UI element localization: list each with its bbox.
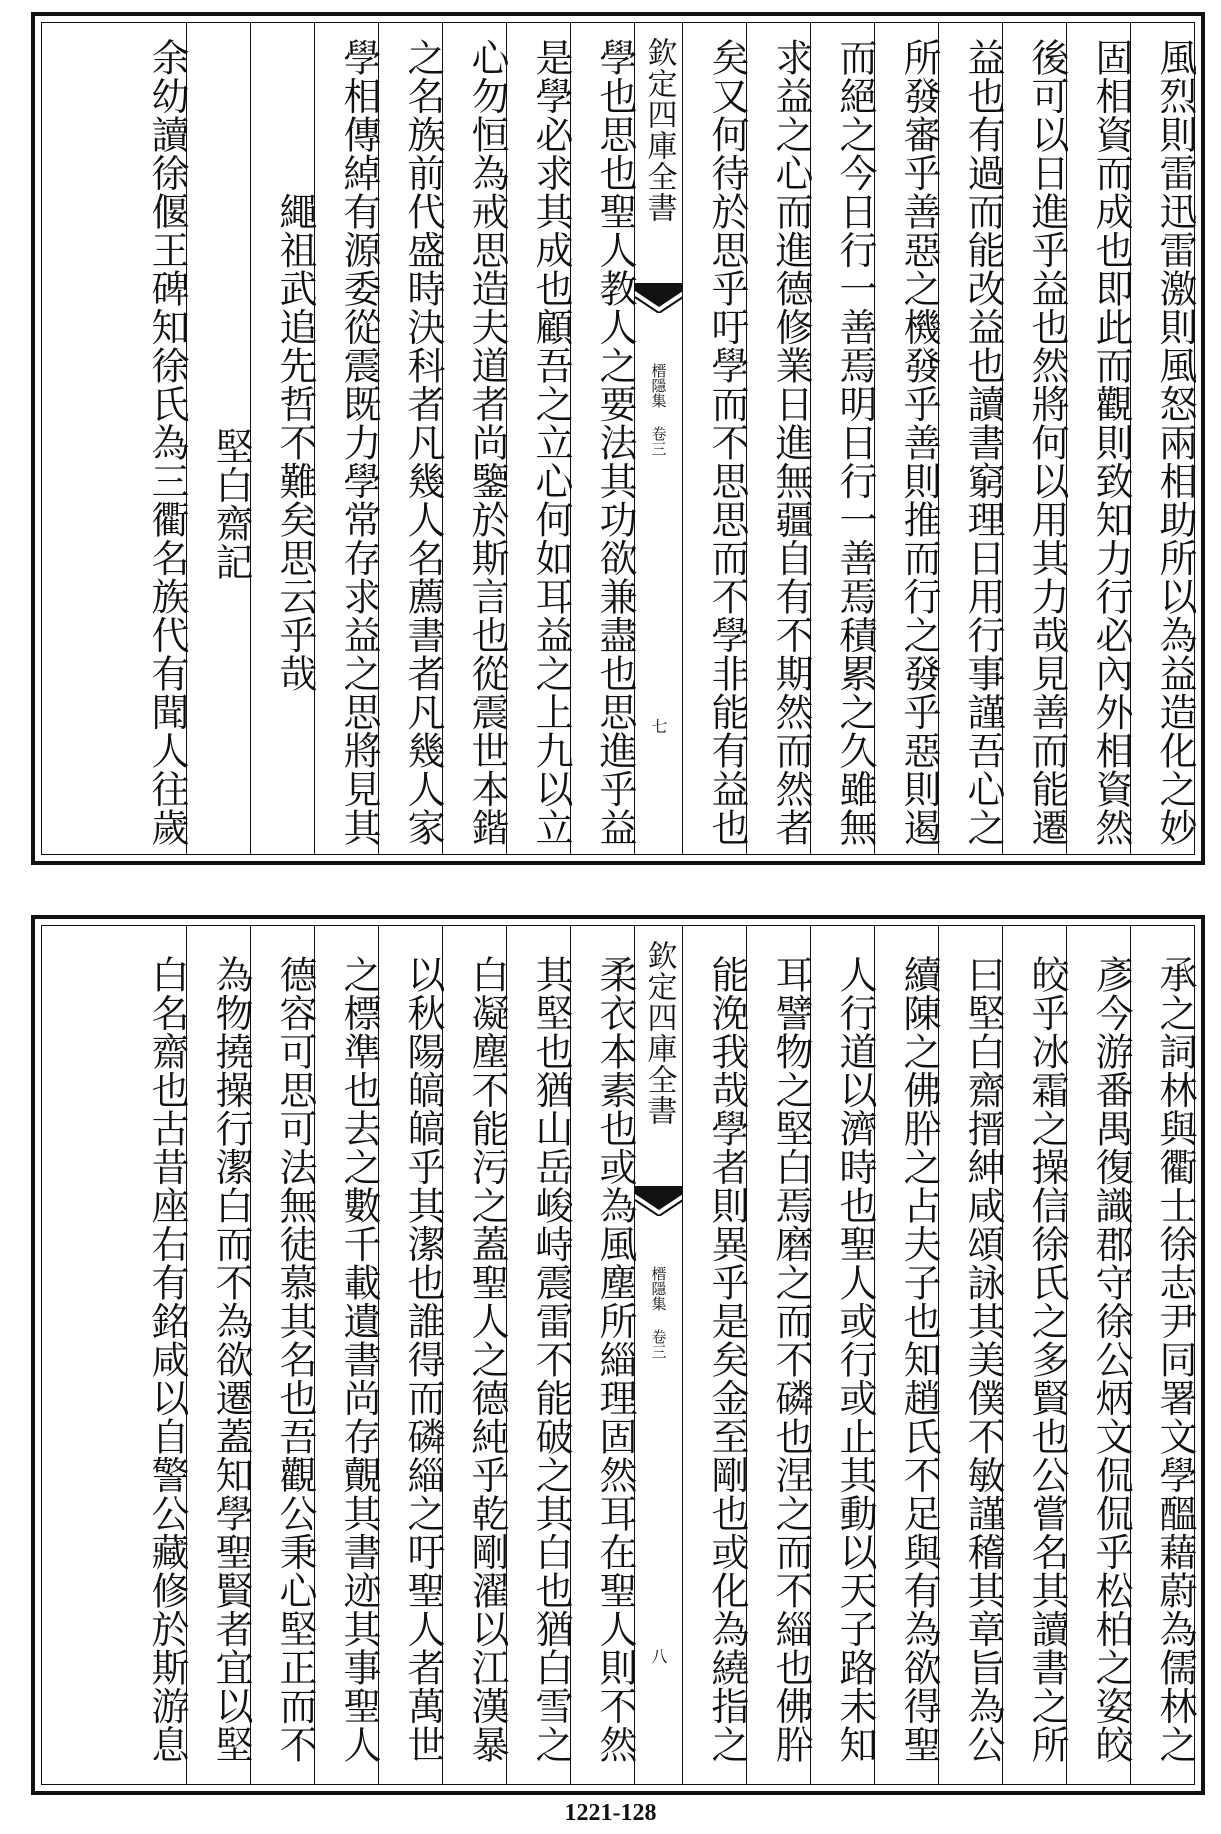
column-text: 為物撓操行潔白而不為欲遷蓋知學聖賢者宜以堅 (209, 954, 253, 1764)
column-text: 固相資而成也即此而觀則致知力行必內外相資然 (1089, 38, 1133, 847)
column-text: 繩祖武追先哲不難矣思云乎哉 (273, 192, 317, 693)
column-text: 所發審乎善惡之機發乎善則推而行之發乎惡則遏 (897, 38, 941, 847)
page-number: 七 (649, 718, 668, 734)
column-text: 以秋陽皜皜乎其潔也誰得而磷緇之吁聖人者萬世 (401, 954, 445, 1764)
column (938, 23, 1005, 854)
column-text: 之名族前代盛時決科者凡幾人名薦書者凡幾人家 (401, 38, 445, 847)
column-text: 德容可思可法無徒慕其名也吾觀公秉心堅正而不 (273, 954, 317, 1764)
volume-label: 卷三 (649, 1329, 668, 1359)
book-name: 榗隱集 (649, 363, 668, 408)
column-title (186, 23, 253, 854)
column (810, 926, 877, 1784)
column (314, 926, 381, 1784)
column (938, 926, 1005, 1784)
column (746, 23, 813, 854)
column-text: 心勿恒為戒思造夫道者尚鑒於斯言也從震世本鍇 (465, 38, 509, 847)
page-bottom-frame (41, 925, 1195, 1785)
column-text: 能浼我哉學者則異乎是矣金至剛也或化為繞指之 (705, 954, 749, 1764)
essay-title: 堅白齋記 (209, 426, 253, 581)
column (42, 926, 189, 1784)
fish-tail-mark (635, 283, 683, 313)
column (42, 23, 189, 854)
page-top (31, 12, 1205, 865)
column-text: 其堅也猶山岳峻峙震雷不能破之其白也猶白雪之 (529, 954, 573, 1764)
column (250, 23, 317, 854)
column (1066, 926, 1133, 1784)
column-text: 求益之心而進德修業日進無疆自有不期然而然者 (769, 38, 813, 847)
column-text: 余幼讀徐偃王碑知徐氏為三衢名族代有聞人往歲 (145, 38, 189, 847)
column (1066, 23, 1133, 854)
page-top-frame (41, 22, 1195, 855)
column-text: 彥今游番禺復識郡守徐公炳文侃侃乎松柏之姿皎 (1089, 954, 1133, 1764)
column-text: 風烈則雷迅雷激則風怒兩相助所以為益造化之妙 (1153, 38, 1197, 847)
column (250, 926, 317, 1784)
column-text: 學相傳綽有源委從震既力學常存求益之思將見其 (337, 38, 381, 847)
book-title: 欽定四庫全書 (641, 37, 677, 223)
column (874, 926, 941, 1784)
column (314, 23, 381, 854)
page-reference: 1221-128 (564, 1800, 657, 1826)
book-title: 欽定四庫全書 (641, 940, 677, 1126)
column-text: 人行道以濟時也聖人或行或止其動以天子路未知 (833, 954, 877, 1764)
column (378, 926, 445, 1784)
column (186, 926, 253, 1784)
column-text: 皎乎冰霜之操信徐氏之多賢也公嘗名其讀書之所 (1025, 954, 1069, 1764)
column (506, 926, 573, 1784)
column (570, 23, 637, 854)
column (1130, 926, 1197, 1784)
column (874, 23, 941, 854)
column-text: 之標準也去之數千載遺書尚存覿其書迹其事聖人 (337, 954, 381, 1764)
column-text: 續陳之佛肸之占夫子也知趙氏不足與有為欲得聖 (897, 954, 941, 1764)
page-number: 八 (649, 1648, 668, 1664)
column (506, 23, 573, 854)
column-text: 柔衣本素也或為風塵所緇理固然耳在聖人則不然 (593, 954, 637, 1764)
fish-tail-mark (635, 1186, 683, 1216)
column (442, 23, 509, 854)
column (1002, 23, 1069, 854)
page-bottom (31, 915, 1205, 1795)
center-fold (634, 23, 682, 854)
column (1130, 23, 1197, 854)
center-fold (634, 926, 682, 1784)
column-text: 承之詞林與衢士徐志尹同署文學醞藉蔚為儒林之 (1153, 954, 1197, 1764)
column (1002, 926, 1069, 1784)
column (442, 926, 509, 1784)
column (570, 926, 637, 1784)
column (682, 23, 749, 854)
column-text: 曰堅白齋搢紳咸頌詠其美僕不敏謹稽其章旨為公 (961, 954, 1005, 1764)
column-text: 益也有過而能改益也讀書窮理日用行事謹吾心之 (961, 38, 1005, 847)
column-text: 而絕之今日行一善焉明日行一善焉積累之久雖無 (833, 38, 877, 847)
column-text: 學也思也聖人教人之要法其功欲兼盡也思進乎益 (593, 38, 637, 847)
column (378, 23, 445, 854)
column-text: 白凝塵不能污之蓋聖人之德純乎乾剛濯以江漢暴 (465, 954, 509, 1764)
column-text: 耳譬物之堅白焉磨之而不磷也涅之而不緇也佛肸 (769, 954, 813, 1764)
column-text: 是學必求其成也顧吾之立心何如耳益之上九以立 (529, 38, 573, 847)
column (746, 926, 813, 1784)
column (810, 23, 877, 854)
column-text: 後可以日進乎益也然將何以用其力哉見善而能遷 (1025, 38, 1069, 847)
column (682, 926, 749, 1784)
column-text: 白名齋也古昔座右有銘咸以自警公藏修於斯游息 (145, 954, 189, 1764)
column-text: 矣又何待於思乎吁學而不思思而不學非能有益也 (705, 38, 749, 847)
book-name: 榗隱集 (649, 1266, 668, 1311)
volume-label: 卷三 (649, 426, 668, 456)
